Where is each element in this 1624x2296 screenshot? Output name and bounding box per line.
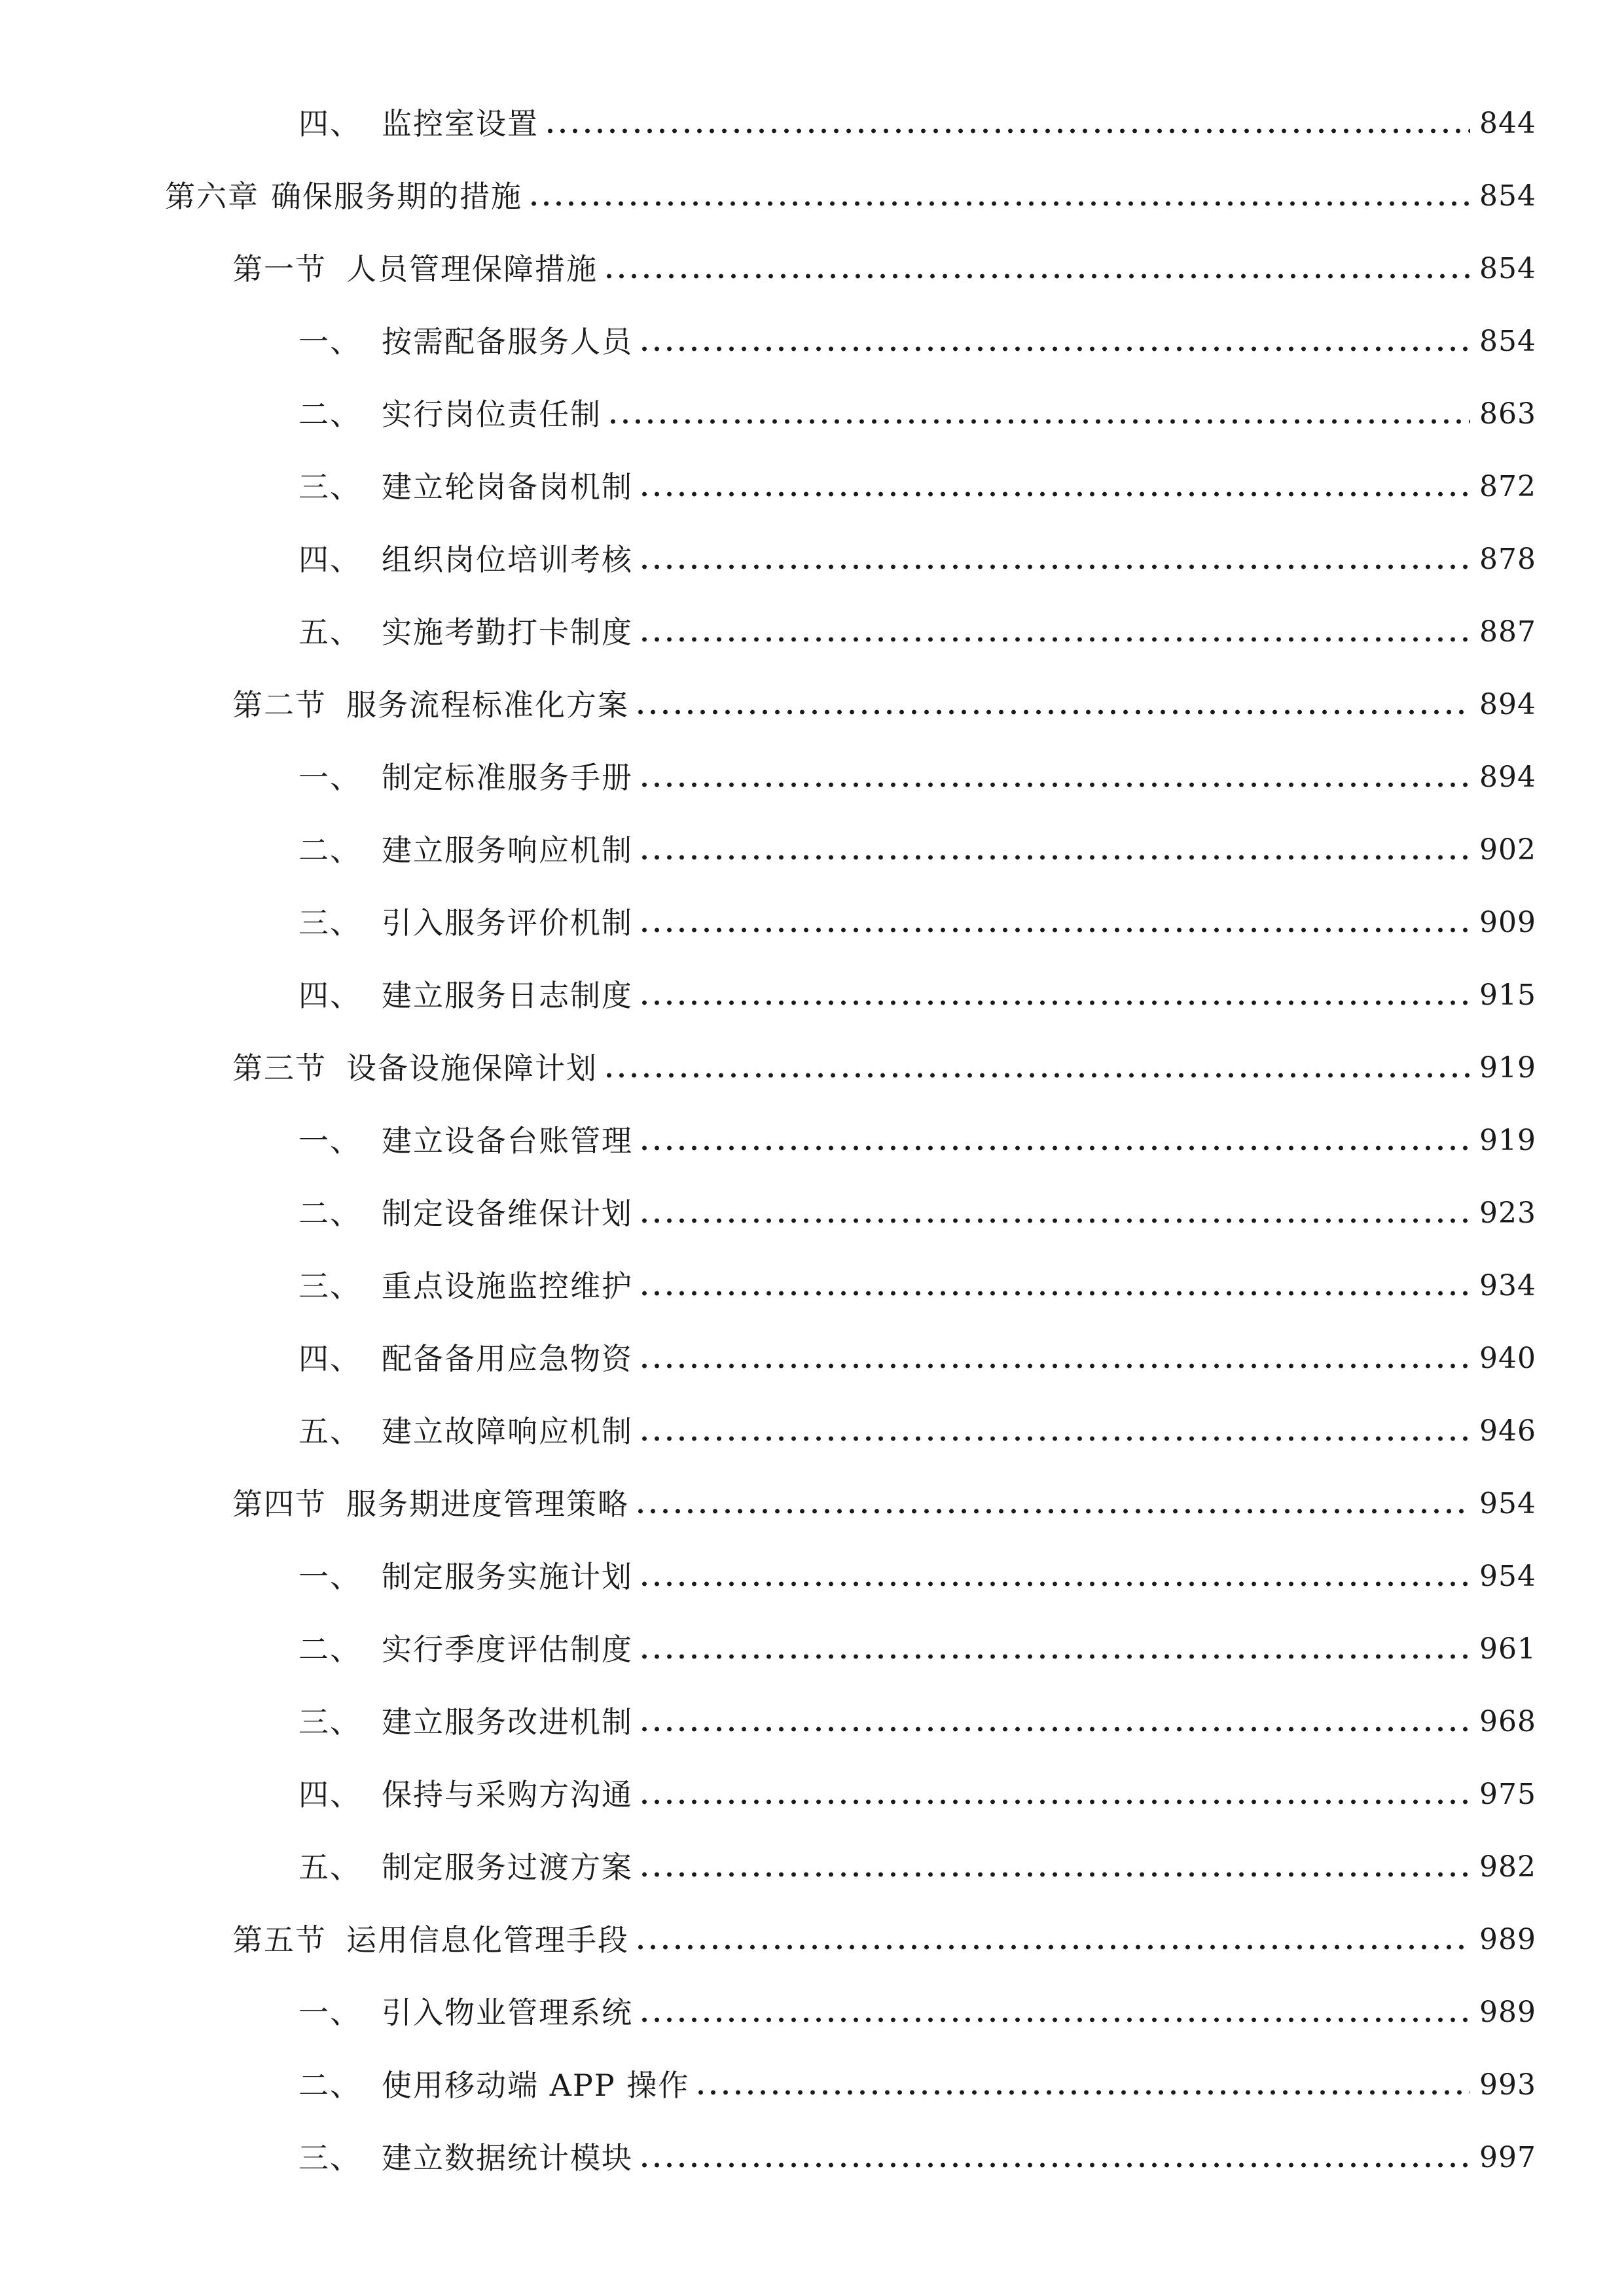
toc-entry-label xyxy=(232,687,629,723)
toc-subsection-entry[interactable] xyxy=(0,1177,1624,1249)
toc-subsection-entry[interactable] xyxy=(0,741,1624,814)
dot-leader xyxy=(638,1871,1470,1878)
toc-entry-label xyxy=(298,1122,633,1158)
toc-entry-number: 二、 xyxy=(298,832,361,868)
toc-subsection-entry[interactable] xyxy=(0,305,1624,378)
toc-page-number: 968 xyxy=(1479,1704,1536,1738)
toc-entry-label xyxy=(232,1922,629,1958)
dot-leader xyxy=(638,1653,1470,1660)
toc-entry-label xyxy=(298,541,633,577)
toc-entry-number: 一、 xyxy=(298,1122,361,1158)
toc-subsection-entry[interactable] xyxy=(0,523,1624,596)
toc-entry-title: 设备设施保障计划 xyxy=(346,1050,598,1086)
dot-leader xyxy=(638,564,1470,570)
toc-entry-title: 实行季度评估制度 xyxy=(382,1631,633,1667)
toc-entry-number: 第一节 xyxy=(232,251,327,287)
toc-page-number: 989 xyxy=(1479,1995,1536,2029)
toc-page-number: 915 xyxy=(1479,978,1536,1012)
toc-entry-label xyxy=(298,1631,633,1667)
dot-leader xyxy=(603,273,1470,279)
toc-subsection-entry[interactable] xyxy=(0,596,1624,668)
toc-entry-number: 第三节 xyxy=(232,1050,327,1086)
toc-entry-label xyxy=(298,1413,633,1449)
toc-entry-title: 建立设备台账管理 xyxy=(382,1122,633,1158)
toc-entry-label xyxy=(298,323,633,359)
toc-entry-title: 服务流程标准化方案 xyxy=(346,687,629,723)
toc-entry-label xyxy=(298,614,633,650)
dot-leader xyxy=(638,1581,1470,1587)
toc-entry-label xyxy=(298,905,633,941)
toc-entry-number: 第六章 xyxy=(165,178,259,214)
toc-entry-title: 建立服务日志制度 xyxy=(382,977,633,1013)
dot-leader xyxy=(638,1363,1470,1369)
toc-page-number: 854 xyxy=(1479,179,1536,213)
toc-section-entry[interactable] xyxy=(0,232,1624,305)
toc-subsection-entry[interactable] xyxy=(0,1322,1624,1395)
toc-subsection-entry[interactable] xyxy=(0,2121,1624,2194)
toc-subsection-entry[interactable] xyxy=(0,1395,1624,1467)
toc-entry-title: 制定设备维保计划 xyxy=(382,1195,633,1231)
toc-entry-title: 实施考勤打卡制度 xyxy=(382,614,633,650)
toc-entry-label xyxy=(298,1994,633,2030)
toc-subsection-entry[interactable] xyxy=(0,450,1624,523)
toc-entry-number: 三、 xyxy=(298,905,361,941)
toc-entry-number: 三、 xyxy=(298,1268,361,1304)
toc-entry-title: 保持与采购方沟通 xyxy=(382,1776,633,1812)
toc-entry-label xyxy=(165,178,522,214)
toc-entry-number: 五、 xyxy=(298,1849,361,1885)
toc-entry-label xyxy=(298,759,633,795)
toc-entry-number: 四、 xyxy=(298,1776,361,1812)
toc-page-number: 872 xyxy=(1479,469,1536,503)
toc-entry-title: 引入物业管理系统 xyxy=(382,1994,633,2030)
dot-leader xyxy=(607,418,1470,425)
toc-entry-number: 二、 xyxy=(298,1195,361,1231)
toc-entry-title: 运用信息化管理手段 xyxy=(346,1922,629,1958)
toc-entry-label xyxy=(232,1050,598,1086)
dot-leader xyxy=(638,1290,1470,1297)
toc-entry-number: 一、 xyxy=(298,1994,361,2030)
toc-section-entry[interactable] xyxy=(0,1467,1624,1540)
toc-page-number: 997 xyxy=(1479,2140,1536,2174)
toc-entry-number: 第五节 xyxy=(232,1922,327,1958)
toc-entry-label xyxy=(298,1558,633,1594)
toc-entry-number: 四、 xyxy=(298,977,361,1013)
toc-entry-label xyxy=(298,2067,690,2103)
toc-page-number: 919 xyxy=(1479,1123,1536,1157)
toc-entry-label xyxy=(298,1849,633,1885)
dot-leader xyxy=(638,781,1470,788)
toc-subsection-entry[interactable] xyxy=(0,1613,1624,1685)
toc-entry-number: 三、 xyxy=(298,1704,361,1740)
toc-entry-number: 二、 xyxy=(298,1631,361,1667)
toc-page-number: 909 xyxy=(1479,905,1536,939)
toc-page-number: 946 xyxy=(1479,1414,1536,1448)
toc-entry-label xyxy=(298,469,633,505)
toc-entry-label xyxy=(232,251,598,287)
toc-entry-label xyxy=(298,1340,633,1376)
toc-subsection-entry[interactable] xyxy=(0,814,1624,886)
toc-entry-number: 第四节 xyxy=(232,1486,327,1522)
toc-entry-label xyxy=(298,1776,633,1812)
toc-subsection-entry[interactable] xyxy=(0,1976,1624,2049)
toc-page-number: 894 xyxy=(1479,760,1536,794)
toc-subsection-entry[interactable] xyxy=(0,1758,1624,1831)
dot-leader xyxy=(638,999,1470,1006)
toc-subsection-entry[interactable] xyxy=(0,886,1624,959)
toc-entry-number: 四、 xyxy=(298,105,361,141)
dot-leader xyxy=(638,2162,1470,2168)
toc-entry-number: 一、 xyxy=(298,323,361,359)
toc-subsection-entry[interactable] xyxy=(0,1685,1624,1758)
toc-entry-title: 制定服务过渡方案 xyxy=(382,1849,633,1885)
dot-leader xyxy=(638,491,1470,497)
dot-leader xyxy=(695,2089,1470,2096)
toc-entry-label xyxy=(298,1195,633,1231)
dot-leader xyxy=(638,636,1470,643)
toc-entry-title: 实行岗位责任制 xyxy=(382,396,602,432)
toc-page-number: 854 xyxy=(1479,251,1536,285)
toc-entry-number: 二、 xyxy=(298,2067,361,2103)
toc-subsection-entry[interactable] xyxy=(0,1104,1624,1177)
toc-entry-title: 组织岗位培训考核 xyxy=(382,541,633,577)
dot-leader xyxy=(638,1435,1470,1442)
toc-entry-title: 使用移动端 APP 操作 xyxy=(382,2067,690,2103)
toc-page-number: 902 xyxy=(1479,833,1536,867)
dot-leader xyxy=(634,709,1470,715)
toc-page-number: 934 xyxy=(1479,1268,1536,1302)
dot-leader xyxy=(638,1145,1470,1151)
toc-subsection-entry[interactable] xyxy=(0,2049,1624,2121)
toc-subsection-entry[interactable] xyxy=(0,378,1624,450)
toc-section-entry[interactable] xyxy=(0,1903,1624,1976)
toc-entry-number: 二、 xyxy=(298,396,361,432)
toc-entry-number: 四、 xyxy=(298,1340,361,1376)
toc-page-number: 993 xyxy=(1479,2068,1536,2102)
toc-section-entry[interactable] xyxy=(0,668,1624,741)
toc-entry-title: 确保服务期的措施 xyxy=(271,178,522,214)
dot-leader xyxy=(634,1508,1470,1515)
toc-page-number: 923 xyxy=(1479,1196,1536,1230)
toc-page-number: 887 xyxy=(1479,615,1536,649)
toc-entry-title: 建立数据统计模块 xyxy=(382,2140,633,2176)
toc-entry-label xyxy=(298,2140,633,2176)
toc-entry-title: 按需配备服务人员 xyxy=(382,323,633,359)
dot-leader xyxy=(638,927,1470,933)
toc-entry-title: 服务期进度管理策略 xyxy=(346,1486,629,1522)
toc-page-number: 863 xyxy=(1479,397,1536,431)
toc-page-number: 975 xyxy=(1479,1777,1536,1811)
dot-leader xyxy=(603,1072,1470,1079)
dot-leader xyxy=(638,1799,1470,1805)
dot-leader xyxy=(638,2017,1470,2023)
dot-leader xyxy=(634,1944,1470,1950)
toc-page-number: 940 xyxy=(1479,1341,1536,1375)
toc-page-number: 854 xyxy=(1479,324,1536,358)
toc-entry-title: 制定标准服务手册 xyxy=(382,759,633,795)
dot-leader xyxy=(544,128,1470,134)
dot-leader xyxy=(638,1217,1470,1224)
toc-page-number: 954 xyxy=(1479,1559,1536,1593)
dot-leader xyxy=(638,1726,1470,1732)
toc-page-number: 954 xyxy=(1479,1486,1536,1520)
toc-entry-label xyxy=(298,1268,633,1304)
toc-entry-title: 建立服务响应机制 xyxy=(382,832,633,868)
toc-subsection-entry[interactable] xyxy=(0,87,1624,160)
toc-page-number: 878 xyxy=(1479,542,1536,576)
toc-entry-number: 五、 xyxy=(298,1413,361,1449)
dot-leader xyxy=(638,346,1470,352)
toc-entry-number: 四、 xyxy=(298,541,361,577)
toc-page-number: 982 xyxy=(1479,1850,1536,1884)
toc-page-number: 894 xyxy=(1479,687,1536,721)
toc-page-number: 989 xyxy=(1479,1922,1536,1956)
toc-entry-label xyxy=(298,105,539,141)
table-of-contents xyxy=(0,87,1624,2194)
toc-entry-number: 三、 xyxy=(298,469,361,505)
toc-entry-label xyxy=(298,1704,633,1740)
toc-entry-label xyxy=(298,832,633,868)
toc-subsection-entry[interactable] xyxy=(0,1540,1624,1613)
toc-entry-label xyxy=(298,396,602,432)
toc-entry-title: 配备备用应急物资 xyxy=(382,1340,633,1376)
toc-entry-number: 一、 xyxy=(298,1558,361,1594)
toc-section-entry[interactable] xyxy=(0,1031,1624,1104)
toc-page-number: 844 xyxy=(1479,106,1536,140)
toc-subsection-entry[interactable] xyxy=(0,1831,1624,1903)
toc-subsection-entry[interactable] xyxy=(0,959,1624,1031)
toc-entry-title: 制定服务实施计划 xyxy=(382,1558,633,1594)
toc-entry-label xyxy=(232,1486,629,1522)
toc-page-number: 961 xyxy=(1479,1632,1536,1666)
toc-entry-title: 建立轮岗备岗机制 xyxy=(382,469,633,505)
toc-entry-title: 建立故障响应机制 xyxy=(382,1413,633,1449)
toc-entry-label xyxy=(298,977,633,1013)
toc-entry-title: 引入服务评价机制 xyxy=(382,905,633,941)
toc-entry-number: 第二节 xyxy=(232,687,327,723)
dot-leader xyxy=(528,200,1470,207)
toc-entry-number: 三、 xyxy=(298,2140,361,2176)
toc-entry-number: 五、 xyxy=(298,614,361,650)
toc-entry-title: 监控室设置 xyxy=(382,105,539,141)
toc-page-number: 919 xyxy=(1479,1050,1536,1085)
toc-entry-title: 重点设施监控维护 xyxy=(382,1268,633,1304)
toc-entry-title: 人员管理保障措施 xyxy=(346,251,598,287)
toc-entry-number: 一、 xyxy=(298,759,361,795)
toc-subsection-entry[interactable] xyxy=(0,1249,1624,1322)
dot-leader xyxy=(638,854,1470,861)
toc-chapter-entry[interactable] xyxy=(0,160,1624,232)
toc-entry-title: 建立服务改进机制 xyxy=(382,1704,633,1740)
